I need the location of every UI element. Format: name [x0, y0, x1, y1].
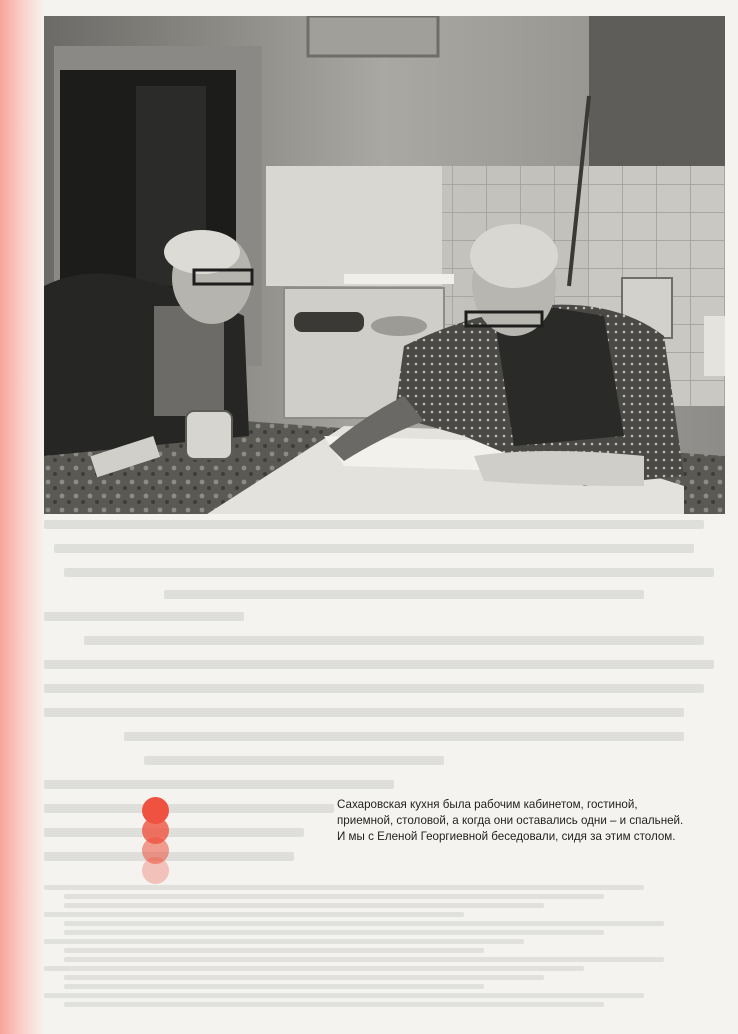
show-through-footnote-line [44, 993, 644, 998]
show-through-line [44, 828, 304, 837]
show-through-footnote-line [44, 939, 524, 944]
caption-marker [142, 797, 170, 877]
caption-line-1: Сахаровская кухня была рабочим кабинетом, гостиной, [337, 798, 638, 811]
show-through-footnote-line [64, 957, 664, 962]
show-through-line [44, 612, 244, 621]
show-through-footnote-line [64, 1002, 604, 1007]
show-through-footnote-line [44, 966, 584, 971]
show-through-line [44, 708, 684, 717]
photo-illustration [44, 16, 725, 514]
show-through-line [44, 520, 704, 529]
show-through-footnote-line [64, 903, 544, 908]
show-through-footnote-line [64, 975, 544, 980]
show-through-line [124, 732, 684, 741]
show-through-footnote-line [64, 921, 664, 926]
show-through-line [64, 568, 714, 577]
caption-line-2: приемной, столовой, а когда они оставались одни – и спальней. [337, 814, 684, 827]
show-through-footnote-line [64, 930, 604, 935]
page-edge-glow [0, 0, 44, 1034]
show-through-line [44, 804, 334, 813]
show-through-line [54, 544, 694, 553]
show-through-line [144, 756, 444, 765]
photo-caption [337, 797, 729, 845]
caption-line-3: И мы с Еленой Георгиевной беседовали, сидя за этим столом. [337, 830, 676, 843]
show-through-line [44, 660, 714, 669]
marker-dot-4 [142, 857, 169, 884]
show-through-line [44, 780, 394, 789]
show-through-footnote-line [64, 894, 604, 899]
show-through-footnote-line [64, 948, 484, 953]
show-through-footnote-line [44, 912, 464, 917]
show-through-footnote-line [64, 984, 484, 989]
show-through-footnotes [44, 885, 724, 1025]
show-through-line [84, 636, 704, 645]
show-through-line [44, 684, 704, 693]
show-through-line [164, 590, 644, 599]
show-through-footnote-line [44, 885, 644, 890]
kitchen-photograph [44, 16, 725, 514]
